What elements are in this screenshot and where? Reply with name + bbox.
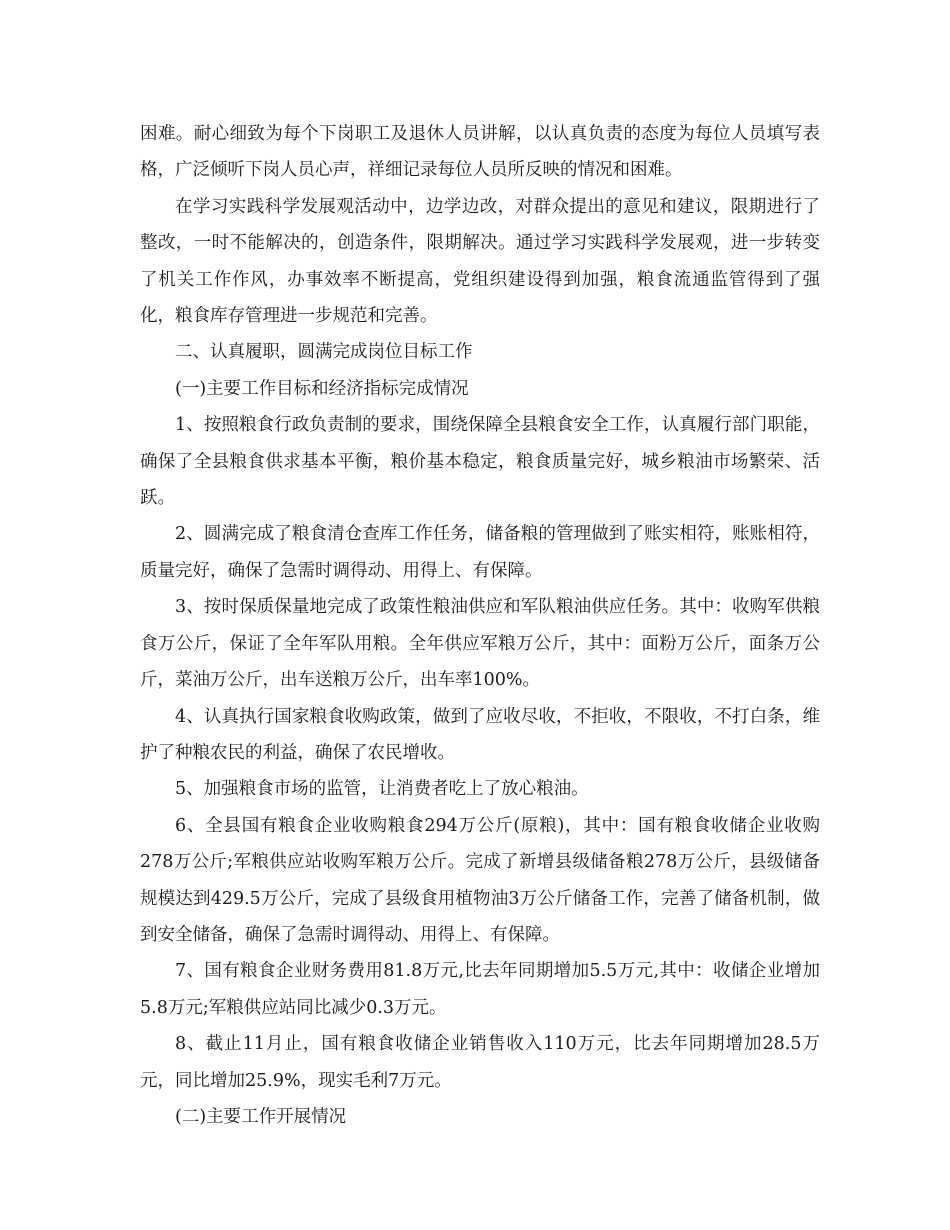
- document-body: [140, 116, 820, 1135]
- list-item-8: 8、截止11月止，国有粮食收储企业销售收入110万元，比去年同期增加28.5万元，同比增加25.9%，现实毛利7万元。: [140, 1034, 820, 1091]
- subsection-heading-1: (一)主要工作目标和经济指标完成情况: [175, 378, 469, 399]
- list-item-7: 7、国有粮食企业财务费用81.8万元,比去年同期增加5.5万元,其中：收储企业增加5.8万元;军粮供应站同比减少0.3万元。: [140, 961, 820, 1018]
- list-item-3: 3、按时保质保量地完成了政策性粮油供应和军队粮油供应任务。其中：收购军供粮食万公斤，保证了全年军队用粮。全年供应军粮万公斤，其中：面粉万公斤，面条万公斤，菜油万公斤，出车送粮万公斤，出车率100%。: [140, 597, 820, 691]
- list-item-2: 2、圆满完成了粮食清仓查库工作任务，储备粮的管理做到了账实相符，账账相符，质量完好，确保了急需时调得动、用得上、有保障。: [140, 524, 820, 581]
- section-heading-2: 二、认真履职，圆满完成岗位目标工作: [175, 342, 473, 363]
- list-item-5: 5、加强粮食市场的监管，让消费者吃上了放心粮油。: [175, 779, 589, 800]
- list-item-4: 4、认真执行国家粮食收购政策，做到了应收尽收，不拒收，不限收，不打白条，维护了种粮农民的利益，确保了农民增收。: [140, 706, 820, 763]
- subsection-heading-2: (二)主要工作开展情况: [175, 1106, 347, 1127]
- list-item-6: 6、全县国有粮食企业收购粮食294万公斤(原粮)，其中：国有粮食收储企业收购278万公斤;军粮供应站收购军粮万公斤。完成了新增县级储备粮278万公斤，县级储备规模达到429.5万公斤，完成了县级食用植物油3万公斤储备工作，完善了储备机制，做到安全储备，确保了急需时调得动、用得上、有保障。: [140, 815, 820, 945]
- paragraph-1: 困难。耐心细致为每个下岗职工及退休人员讲解，以认真负责的态度为每位人员填写表格，广泛倾听下岗人员心声，祥细记录每位人员所反映的情况和困难。: [140, 124, 820, 181]
- list-item-1: 1、按照粮食行政负责制的要求，围绕保障全县粮食安全工作，认真履行部门职能，确保了全县粮食供求基本平衡，粮价基本稳定，粮食质量完好，城乡粮油市场繁荣、活跃。: [140, 415, 820, 509]
- paragraph-2: 在学习实践科学发展观活动中，边学边改，对群众提出的意见和建议，限期进行了整改，一时不能解决的，创造条件，限期解决。通过学习实践科学发展观，进一步转变了机关工作作风，办事效率不断提高，党组织建设得到加强，粮食流通监管得到了强化，粮食库存管理进一步规范和完善。: [140, 196, 820, 327]
